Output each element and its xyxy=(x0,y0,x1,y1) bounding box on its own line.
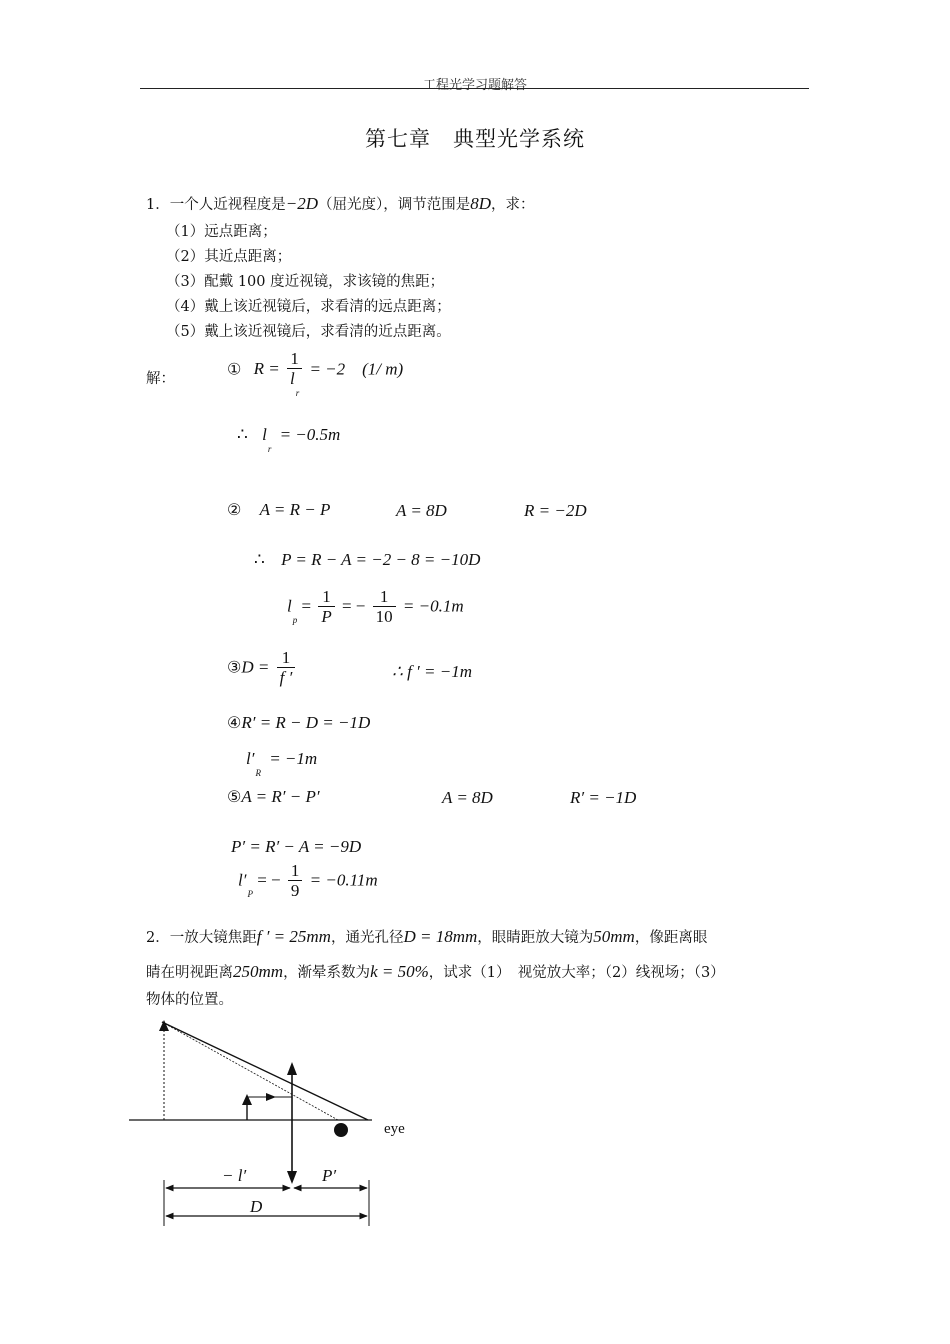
solution-step-5-eq: R′ = −1D xyxy=(570,788,637,807)
lens-bottom-arrowhead xyxy=(287,1171,297,1184)
dimension-d-label: D xyxy=(250,1197,263,1216)
object-arrowhead xyxy=(242,1094,252,1105)
fraction: $\frac{1}{10}$ xyxy=(373,588,396,627)
problem-2-line-2: 睛在明视距离250mm，渐晕系数为k = 50%，试求（1） 视觉放大率；（2）线视场；（3） xyxy=(146,962,725,981)
solution-step-5-result: P′ = R′ − A = −9D xyxy=(231,837,362,856)
solution-step-1-result: ∴ $l_r = -0.5m$ xyxy=(237,425,341,454)
fraction: $\frac{1}{f '}$ xyxy=(277,649,296,688)
solution-step-2: ② A = R − P xyxy=(227,500,331,519)
problem-1-item: （1）远点距离； xyxy=(166,224,277,240)
problem-1-item: （3）配戴 100 度近视镜，求该镜的焦距； xyxy=(166,274,445,290)
solution-step-3: ③D = $\frac{1}{f '}$ xyxy=(227,649,298,688)
solution-step-4: ④R′ = R − D = −1D xyxy=(227,713,371,732)
problem-1-item: （5）戴上该近视镜后，求看清的近点距离。 xyxy=(166,324,451,340)
solution-label: 解： xyxy=(146,371,175,387)
solution-step-5-eq: A = 8D xyxy=(442,788,493,807)
solution-step-4-result: $l'_R = -1m$ xyxy=(246,749,318,778)
problem-1-stem: 1．一个人近视程度是−2D（屈光度），调节范围是8D，求： xyxy=(146,194,535,213)
chapter-title: 第七章 典型光学系统 xyxy=(365,127,585,151)
virtual-image-arrowhead xyxy=(159,1020,169,1031)
solution-step-1: ① R = $\frac{1}{l_r}$ = −2 (1/ m) xyxy=(227,349,404,398)
dimension-p-label: P′ xyxy=(322,1166,337,1185)
eye-pupil xyxy=(334,1123,348,1137)
solution-step-2-eq: A = 8D xyxy=(396,501,447,520)
object-ray-arrowhead xyxy=(266,1093,276,1101)
solution-step-2-eq: R = −2D xyxy=(524,501,587,520)
fraction: $\frac{1}{9}$ xyxy=(288,862,303,901)
fraction: $\frac{1}{l_r}$ xyxy=(287,350,302,391)
page-header: 工程光学习题解答 xyxy=(422,78,527,93)
eye-label: eye xyxy=(384,1121,405,1137)
solution-step-5: ⑤A = R′ − P′ xyxy=(227,787,320,806)
fraction: $\frac{1}{P}$ xyxy=(318,588,334,627)
chief-ray xyxy=(162,1022,368,1120)
solution-step-5-lp: $l'_P$ = − $\frac{1}{9}$ = −0.11m xyxy=(238,861,378,900)
problem-1-item: （4）戴上该近视镜后，求看清的远点距离； xyxy=(166,299,451,315)
problem-1-item: （2）其近点距离； xyxy=(166,249,292,265)
solution-step-2-result: ∴ P = R − A = −2 − 8 = −10D xyxy=(254,550,481,569)
marginal-ray xyxy=(162,1022,338,1120)
problem-2-line-1: 2．一放大镜焦距f ′ = 25mm，通光孔径D = 18mm，眼睛距放大镜为50mm，像距离眼 xyxy=(146,927,708,946)
solution-step-3-result: ∴ f ′ = −1m xyxy=(392,662,472,681)
solution-step-2-lp: $l_p$ = $\frac{1}{P}$ = − $\frac{1}{10}$ = −0.1m xyxy=(287,587,464,626)
dimension-l-label: − l′ xyxy=(222,1166,247,1185)
lens-top-arrowhead xyxy=(287,1062,297,1075)
problem-2-line-3: 物体的位置。 xyxy=(146,992,233,1008)
